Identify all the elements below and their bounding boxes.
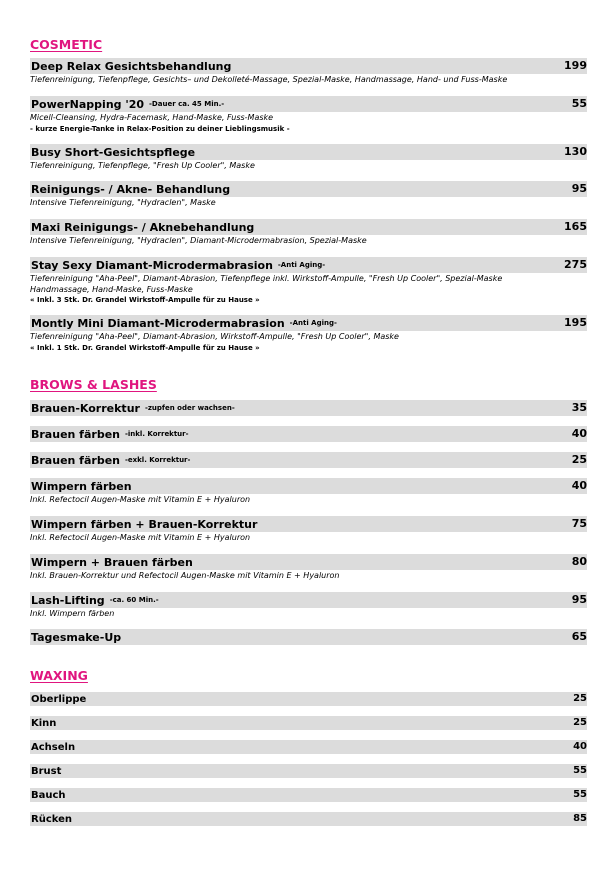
price-row	[30, 764, 587, 778]
item-description: Intensive Tiefenreinigung, "Hydraclen", Diamant-Microdermabrasion, Spezial-Maske	[30, 236, 367, 245]
price-row	[30, 452, 587, 468]
item-name: Wimpern färben	[31, 479, 132, 493]
price-row	[30, 740, 587, 754]
price-row	[30, 554, 587, 570]
item-name: Montly Mini Diamant-Microdermabrasion	[31, 316, 285, 330]
item-note: -ca. 60 Min.-	[109, 596, 159, 604]
item-description: Tiefenreinigung, Tiefenpflege, Gesichts– und Dekolleté-Massage, Spezial-Maske, Handmassage, Hand- und Fuss-Maske	[30, 75, 508, 84]
item-price: 25	[573, 717, 587, 728]
item-name: Bauch	[31, 789, 66, 801]
price-row	[30, 219, 587, 235]
item-price: 55	[573, 765, 587, 776]
item-note: -exkl. Korrektur-	[124, 456, 191, 464]
price-row	[30, 426, 587, 442]
item-description: Handmassage, Hand-Maske, Fuss-Maske	[30, 284, 193, 294]
item-price: 40	[573, 741, 587, 752]
item-name: PowerNapping '20	[31, 97, 145, 111]
item-name: Lash-Lifting	[31, 593, 105, 607]
section-title-brows-lashes: BROWS & LASHES	[30, 377, 157, 392]
price-row	[30, 629, 587, 645]
item-price: 75	[571, 517, 587, 530]
price-row	[30, 96, 587, 112]
item-price: 195	[564, 316, 587, 329]
item-name: Oberlippe	[31, 693, 87, 705]
item-description: Inkl. Refectocil Augen-Maske mit Vitamin E + Hyaluron	[30, 495, 251, 504]
item-description: Intensive Tiefenreinigung, "Hydraclen", Maske	[30, 198, 216, 207]
item-name: Kinn	[31, 717, 57, 729]
item-price: 199	[564, 59, 587, 72]
section-title-waxing: WAXING	[30, 668, 88, 683]
item-description: Inkl. Wimpern färben	[30, 609, 115, 618]
price-row	[30, 257, 587, 273]
item-price: 40	[571, 479, 587, 492]
item-name: Busy Short-Gesichtspflege	[31, 145, 196, 159]
price-row	[30, 692, 587, 706]
item-extra-note: - kurze Energie-Tanke in Relax-Position zu deiner Lieblingsmusik -	[30, 124, 290, 133]
item-price: 55	[571, 97, 587, 110]
item-name: Rücken	[31, 813, 73, 825]
price-row	[30, 144, 587, 160]
item-price: 95	[571, 593, 587, 606]
item-note: -Dauer ca. 45 Min.-	[149, 100, 225, 108]
item-price: 85	[573, 813, 587, 824]
price-row	[30, 400, 587, 416]
item-name: Tagesmake-Up	[31, 630, 122, 644]
item-price: 25	[571, 453, 587, 466]
item-price: 130	[564, 145, 587, 158]
item-name: Achseln	[31, 741, 76, 753]
price-row	[30, 478, 587, 494]
item-price: 95	[571, 182, 587, 195]
item-description: Inkl. Brauen-Korrektur und Refectocil Augen-Maske mit Vitamin E + Hyaluron	[30, 571, 340, 580]
item-name: Wimpern + Brauen färben	[31, 555, 193, 569]
price-row	[30, 315, 587, 331]
price-row	[30, 788, 587, 802]
item-extra-note: « Inkl. 3 Stk. Dr. Grandel Wirkstoff-Ampulle für zu Hause »	[30, 296, 260, 304]
item-price: 65	[571, 630, 587, 643]
item-name: Brauen färben	[31, 427, 120, 441]
item-note: -inkl. Korrektur-	[124, 430, 189, 438]
item-price: 35	[571, 401, 587, 414]
item-note: -Anti Aging-	[289, 319, 337, 327]
price-row	[30, 516, 587, 532]
price-row	[30, 812, 587, 826]
item-name: Brauen-Korrektur	[31, 401, 140, 415]
item-name: Stay Sexy Diamant-Microdermabrasion	[31, 258, 273, 272]
price-row	[30, 716, 587, 730]
item-price: 40	[571, 427, 587, 440]
item-note: -Anti Aging-	[277, 261, 326, 269]
item-price: 55	[573, 789, 587, 800]
item-price: 275	[564, 258, 587, 271]
section-title-cosmetic: COSMETIC	[30, 37, 103, 52]
price-row	[30, 181, 587, 197]
item-price: 80	[571, 555, 587, 568]
price-row	[30, 58, 587, 74]
item-name: Reinigungs- / Akne- Behandlung	[31, 182, 231, 196]
item-name: Brauen färben	[31, 453, 120, 467]
item-description: Tiefenreinigung "Aha-Peel", Diamant-Abrasion, Tiefenpflege inkl. Wirkstoff-Ampulle, "Fresh Up Cooler", Spezial-Maske	[30, 274, 503, 283]
item-description: Tiefenreinigung, Tiefenpflege, "Fresh Up Cooler", Maske	[30, 161, 255, 170]
item-name: Brust	[31, 765, 62, 777]
item-name: Wimpern färben + Brauen-Korrektur	[31, 517, 258, 531]
item-note: -zupfen oder wachsen-	[144, 404, 235, 412]
item-description: Micell-Cleansing, Hydra-Facemask, Hand-Maske, Fuss-Maske	[30, 113, 274, 122]
item-price: 165	[564, 220, 587, 233]
item-price: 25	[573, 693, 587, 704]
item-description: Inkl. Refectocil Augen-Maske mit Vitamin E + Hyaluron	[30, 533, 251, 542]
item-extra-note: « Inkl. 1 Stk. Dr. Grandel Wirkstoff-Ampulle für zu Hause »	[30, 343, 260, 352]
item-name: Deep Relax Gesichtsbehandlung	[31, 59, 232, 73]
item-name: Maxi Reinigungs- / Aknebehandlung	[31, 220, 255, 234]
price-row	[30, 592, 587, 608]
item-description: Tiefenreinigung "Aha-Peel", Diamant-Abrasion, Wirkstoff-Ampulle, "Fresh Up Cooler", Maske	[30, 332, 399, 341]
